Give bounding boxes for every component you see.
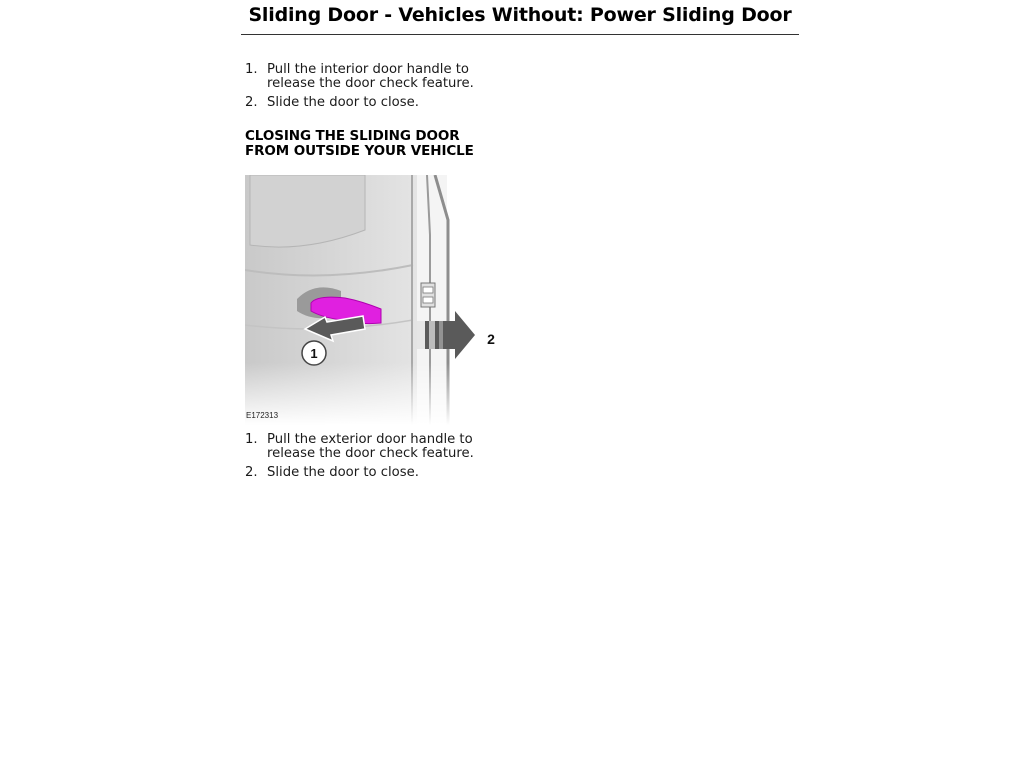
step-text: Slide the door to close. bbox=[267, 95, 419, 110]
title-divider bbox=[241, 34, 799, 35]
page-title: Sliding Door - Vehicles Without: Power Sliding Door bbox=[248, 4, 792, 26]
list-item bbox=[245, 466, 520, 480]
step-text: Slide the door to close. bbox=[267, 465, 419, 480]
step-number: 1. bbox=[245, 432, 258, 447]
step-text: Pull the interior door handle to release the door check feature. bbox=[267, 62, 474, 91]
list-item bbox=[245, 96, 520, 110]
step-text: Pull the exterior door handle to release the door check feature. bbox=[267, 432, 474, 461]
figure-code: E172313 bbox=[246, 411, 279, 420]
list-item bbox=[245, 63, 520, 91]
interior-steps-list bbox=[245, 63, 520, 115]
door-illustration bbox=[245, 175, 513, 425]
exterior-steps-list bbox=[245, 433, 520, 485]
list-item bbox=[245, 433, 520, 461]
section-heading-line: FROM OUTSIDE YOUR VEHICLE bbox=[245, 143, 474, 159]
step-number: 1. bbox=[245, 62, 258, 77]
section-heading bbox=[245, 129, 545, 159]
step-number: 2. bbox=[245, 465, 258, 480]
step-number: 2. bbox=[245, 95, 258, 110]
section-heading-line: CLOSING THE SLIDING DOOR bbox=[245, 128, 460, 144]
